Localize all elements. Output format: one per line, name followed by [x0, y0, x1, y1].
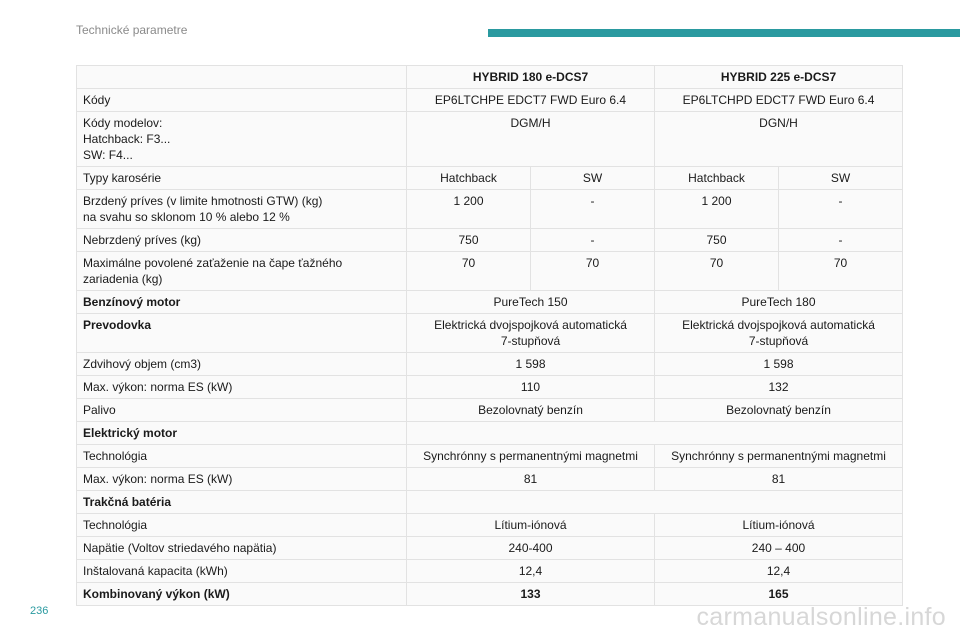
cell-value: 70 — [655, 252, 779, 291]
cell-value: 133 — [407, 583, 655, 606]
cell-value: 240-400 — [407, 537, 655, 560]
cell-value: DGM/H — [407, 112, 655, 167]
cell-value: 165 — [655, 583, 903, 606]
cell-value: Lítium-iónová — [407, 514, 655, 537]
table-row — [77, 468, 903, 491]
cell-value: - — [531, 229, 655, 252]
cell-value: - — [779, 229, 903, 252]
row-label: Napätie (Voltov striedavého napätia) — [77, 537, 407, 560]
row-label: Technológia — [77, 445, 407, 468]
cell-value: 12,4 — [655, 560, 903, 583]
cell-value: SW — [531, 167, 655, 190]
cell-value: Bezolovnatý benzín — [655, 399, 903, 422]
table-row — [77, 112, 903, 167]
cell-line: 7-stupňová — [748, 334, 809, 348]
section-title: Technické parametre — [76, 23, 188, 37]
table-row — [77, 291, 903, 314]
cell-value: PureTech 180 — [655, 291, 903, 314]
row-label: Typy karosérie — [77, 167, 407, 190]
cell-value: PureTech 150 — [407, 291, 655, 314]
row-label: Prevodovka — [77, 314, 407, 353]
table-row — [77, 353, 903, 376]
cell-value: 1 200 — [655, 190, 779, 229]
table-row — [77, 89, 903, 112]
cell-value: 1 598 — [655, 353, 903, 376]
table-row — [77, 514, 903, 537]
row-label: Inštalovaná kapacita (kWh) — [77, 560, 407, 583]
cell-value: 70 — [531, 252, 655, 291]
header-empty-cell — [77, 66, 407, 89]
table-row — [77, 422, 903, 445]
row-label: Nebrzdený príves (kg) — [77, 229, 407, 252]
row-label-line: na svahu so sklonom 10 % alebo 12 % — [83, 210, 290, 224]
cell-value: 81 — [655, 468, 903, 491]
cell-value: 750 — [655, 229, 779, 252]
table-row — [77, 314, 903, 353]
row-label: Technológia — [77, 514, 407, 537]
cell-value: 1 598 — [407, 353, 655, 376]
cell-value: 110 — [407, 376, 655, 399]
row-label — [77, 190, 407, 229]
cell-value — [655, 314, 903, 353]
cell-value: Synchrónny s permanentnými magnetmi — [407, 445, 655, 468]
cell-value: 750 — [407, 229, 531, 252]
section-label-electric-motor: Elektrický motor — [77, 422, 407, 445]
section-label-traction-battery: Trakčná batéria — [77, 491, 407, 514]
cell-value: 12,4 — [407, 560, 655, 583]
cell-value: 240 – 400 — [655, 537, 903, 560]
cell-value: 132 — [655, 376, 903, 399]
row-label: Zdvihový objem (cm3) — [77, 353, 407, 376]
cell-line: 7-stupňová — [500, 334, 561, 348]
table-row — [77, 167, 903, 190]
watermark: carmanualsonline.info — [696, 603, 946, 631]
row-label-line: zariadenia (kg) — [83, 272, 163, 286]
table-row — [77, 399, 903, 422]
cell-value: Bezolovnatý benzín — [407, 399, 655, 422]
col-header-hybrid-180: HYBRID 180 e-DCS7 — [407, 66, 655, 89]
row-label-line: Hatchback: F3... — [83, 132, 171, 146]
cell-value: - — [531, 190, 655, 229]
table-row — [77, 491, 903, 514]
row-label-line: Brzdený príves (v limite hmotnosti GTW) (kg) — [83, 194, 323, 208]
table-row — [77, 445, 903, 468]
row-label: Kombinovaný výkon (kW) — [77, 583, 407, 606]
cell-value: 70 — [407, 252, 531, 291]
cell-value: 70 — [779, 252, 903, 291]
empty-cell — [407, 422, 903, 445]
cell-value: - — [779, 190, 903, 229]
cell-value — [407, 314, 655, 353]
table-row — [77, 560, 903, 583]
cell-value: EP6LTCHPD EDCT7 FWD Euro 6.4 — [655, 89, 903, 112]
table-header-row — [77, 66, 903, 89]
cell-value: EP6LTCHPE EDCT7 FWD Euro 6.4 — [407, 89, 655, 112]
cell-value: Lítium-iónová — [655, 514, 903, 537]
table-row — [77, 537, 903, 560]
row-label: Max. výkon: norma ES (kW) — [77, 468, 407, 491]
specifications-table — [76, 65, 903, 606]
cell-value: 81 — [407, 468, 655, 491]
row-label: Kódy — [77, 89, 407, 112]
cell-value: Synchrónny s permanentnými magnetmi — [655, 445, 903, 468]
empty-cell — [407, 491, 903, 514]
section-label-petrol-engine: Benzínový motor — [77, 291, 407, 314]
page-number: 236 — [30, 605, 49, 617]
row-label: Palivo — [77, 399, 407, 422]
cell-value: 1 200 — [407, 190, 531, 229]
col-header-hybrid-225: HYBRID 225 e-DCS7 — [655, 66, 903, 89]
header-accent-bar — [488, 29, 960, 37]
cell-line: Elektrická dvojspojková automatická — [434, 318, 627, 332]
table-row — [77, 190, 903, 229]
cell-value: Hatchback — [655, 167, 779, 190]
row-label-line: Kódy modelov: — [83, 116, 163, 130]
row-label — [77, 112, 407, 167]
row-label — [77, 252, 407, 291]
table-row — [77, 376, 903, 399]
table-row — [77, 252, 903, 291]
cell-line: Elektrická dvojspojková automatická — [682, 318, 875, 332]
cell-value: Hatchback — [407, 167, 531, 190]
row-label: Max. výkon: norma ES (kW) — [77, 376, 407, 399]
row-label-line: SW: F4... — [83, 148, 133, 162]
cell-value: DGN/H — [655, 112, 903, 167]
table-row — [77, 229, 903, 252]
row-label-line: Maximálne povolené zaťaženie na čape ťažného — [83, 256, 343, 270]
cell-value: SW — [779, 167, 903, 190]
